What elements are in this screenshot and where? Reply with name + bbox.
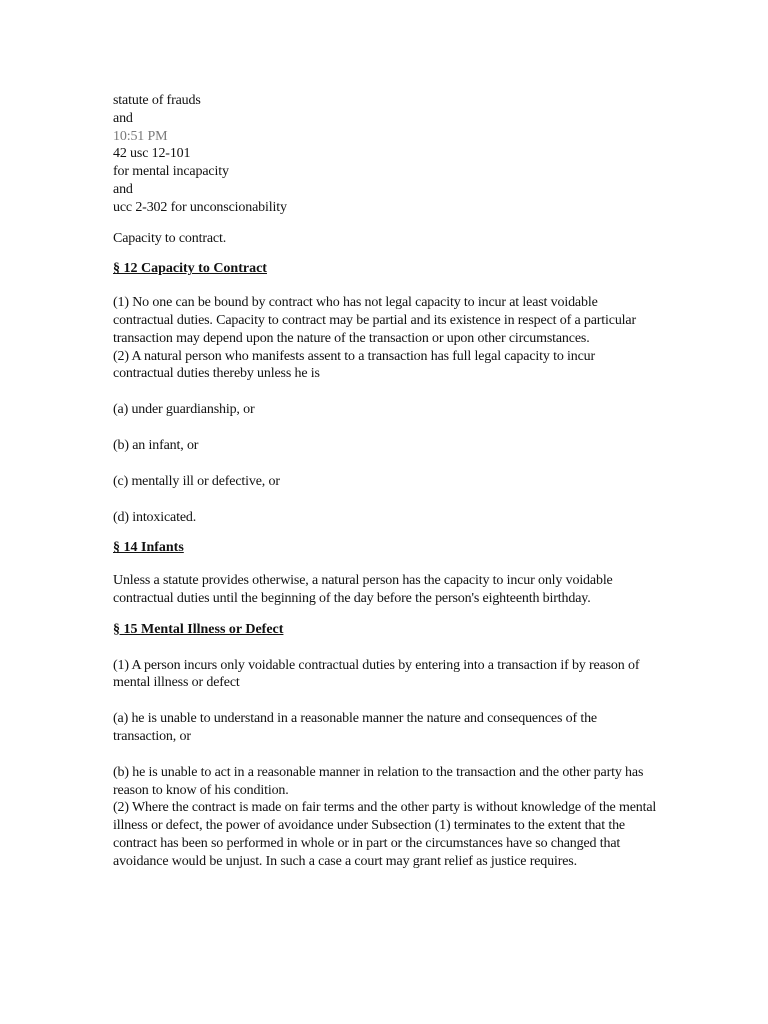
note-line: and bbox=[113, 181, 133, 197]
section-12-item-a: (a) under guardianship, or bbox=[113, 402, 255, 418]
note-line: ucc 2-302 for unconscionability bbox=[113, 199, 287, 215]
note-timestamp: 10:51 PM bbox=[113, 128, 168, 144]
header-notes bbox=[113, 92, 658, 217]
note-line: and bbox=[113, 110, 133, 126]
section-14-heading: § 14 Infants bbox=[113, 540, 184, 556]
section-15-item-b: (b) he is unable to act in a reasonable manner in relation to the transaction and the other party has reason to know of his condition. bbox=[113, 764, 644, 798]
section-12-paragraph-1: (1) No one can be bound by contract who has not legal capacity to incur at least voidable contractual duties. Capacity to contract may be partial and its existence in respect of a particular transaction may depend upon the nature of the transaction or upon other circumstances. bbox=[113, 295, 637, 346]
section-12-item-b: (b) an infant, or bbox=[113, 437, 199, 453]
note-line: 42 usc 12-101 bbox=[113, 146, 191, 162]
section-15-paragraph-2: (2) Where the contract is made on fair terms and the other party is without knowledge of the mental illness or defect, the power of avoidance under Subsection (1) terminates to the extent that the contract has been so performed in whole or in part or the circumstances have so changed that avoidance would be unjust. In such a case a court may grant relief as justice requires. bbox=[113, 800, 657, 869]
section-14-paragraph: Unless a statute provides otherwise, a natural person has the capacity to incur only voidable contractual duties until the beginning of the day before the person's eighteenth birthday. bbox=[113, 573, 613, 606]
section-15-item-a: (a) he is unable to understand in a reasonable manner the nature and consequences of the transaction, or bbox=[113, 711, 597, 744]
note-line: statute of frauds bbox=[113, 93, 201, 108]
note-line: for mental incapacity bbox=[113, 164, 229, 180]
section-12-item-d: (d) intoxicated. bbox=[113, 509, 197, 525]
section-12-paragraph-2: (2) A natural person who manifests assent to a transaction has full legal capacity to incur contractual duties thereby unless he is bbox=[113, 348, 596, 382]
document-page bbox=[113, 92, 658, 871]
section-12-heading: § 12 Capacity to Contract bbox=[113, 261, 267, 277]
section-12-item-c: (c) mentally ill or defective, or bbox=[113, 473, 280, 489]
section-15-heading: § 15 Mental Illness or Defect bbox=[113, 621, 284, 637]
section-15-paragraph-1: (1) A person incurs only voidable contractual duties by entering into a transaction if by reason of mental illness or defect bbox=[113, 657, 640, 691]
intro-text: Capacity to contract. bbox=[113, 230, 227, 246]
